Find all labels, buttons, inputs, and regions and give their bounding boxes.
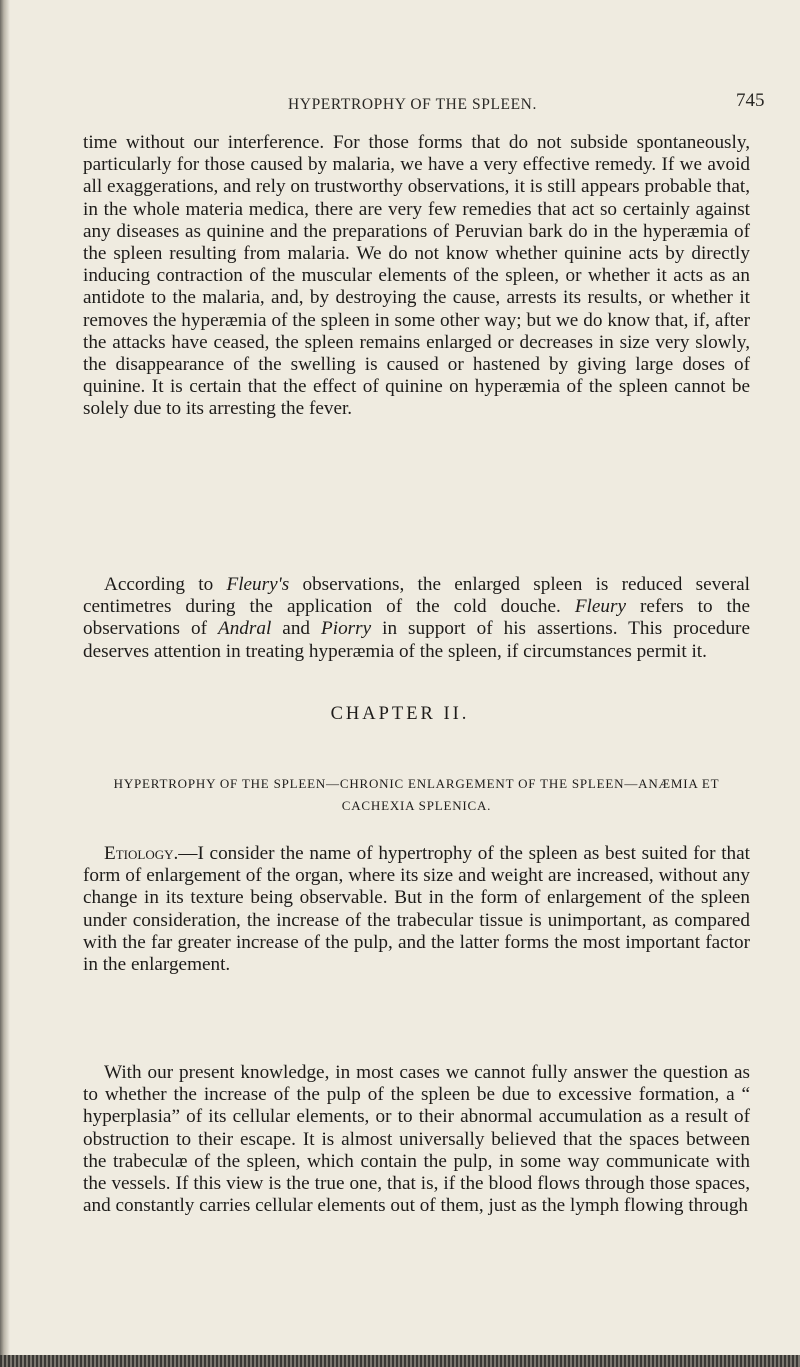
author-name: Andral	[217, 618, 272, 640]
text-run: and	[271, 618, 322, 640]
section-etiology	[83, 843, 750, 976]
text-run: in support of his assertions. This procedure deserves attention in treating hyperæmia of the spleen, if circumstances permit it.	[83, 618, 750, 662]
page-bottom-edge	[0, 1355, 800, 1367]
section-label: Etiology.	[104, 843, 179, 864]
chapter-heading: CHAPTER II.	[330, 704, 470, 724]
body-paragraph-2	[83, 574, 750, 663]
paragraph-text	[83, 574, 750, 663]
body-paragraph-1	[83, 132, 750, 421]
author-name: Fleury	[574, 596, 626, 618]
paragraph-text	[83, 843, 750, 976]
text-run: According to	[104, 574, 227, 595]
text-run: observations, the enlarged spleen is reduced several centimetres during the application of the cold douche.	[83, 574, 750, 618]
text-run: —I consider the name of hypertrophy of the spleen as best suited for that form of enlargement of the organ, where its size and weight are increased, without any change in its texture being observable. But in the form of enlargement of the spleen under consideration, the increase of the trabecular tissue is unimportant, as compared with the far greater increase of the pulp, and the latter forms the most important factor in the enlargement.	[83, 843, 750, 976]
paragraph-text: time without our interference. For those forms that do not subside spontaneously, particularly for those caused by malaria, we have a very effective remedy. If we avoid all exaggerations, and rely on trustworthy observations, it is still appears probable that, in the whole materia medica, there are very few remedies that act so certainly against any diseases as quinine and the preparations of Peruvian bark do in the hyperæmia of the spleen resulting from malaria. We do not know whether quinine acts by directly inducing contraction of the muscular elements of the spleen, or whether it acts as an antidote to the malaria, and, by destroying the cause, arrests its results, or whether it removes the hyperæmia of the spleen in some other way; but we do know that, if, after the attacks have ceased, the spleen remains enlarged or decreases in size very slowly, the disappearance of the swelling is caused or hastened by giving large doses of quinine. It is certain that the effect of quinine on hyperæmia of the spleen cannot be solely due to its arresting the fever.	[83, 132, 750, 420]
running-head: HYPERTROPHY OF THE SPLEEN.	[288, 96, 537, 113]
text-run: refers to the observations of	[83, 596, 750, 640]
chapter-subtitle: HYPERTROPHY OF THE SPLEEN—CHRONIC ENLARGEMENT OF THE SPLEEN—ANÆMIA ET CACHEXIA SPLENICA.	[113, 776, 720, 813]
author-name: Piorry	[321, 618, 372, 640]
page-edge-shadow	[0, 0, 10, 1367]
paragraph-text: With our present knowledge, in most cases we cannot fully answer the question as to whether the increase of the pulp of the spleen be due to excessive formation, a “ hyperplasia” of its cellular elements, or to their abnormal accumulation as a result of obstruction to their escape. It is almost universally believed that the spaces between the trabeculæ of the spleen, which contain the pulp, in some way communicate with the vessels. If this view is the true one, that is, if the blood flows through those spaces, and constantly carries cellular elements out of them, just as the lymph flowing through	[83, 1062, 750, 1217]
author-name: Fleury's	[226, 574, 290, 595]
body-paragraph-4	[83, 1062, 750, 1217]
page-number: 745	[736, 90, 765, 111]
